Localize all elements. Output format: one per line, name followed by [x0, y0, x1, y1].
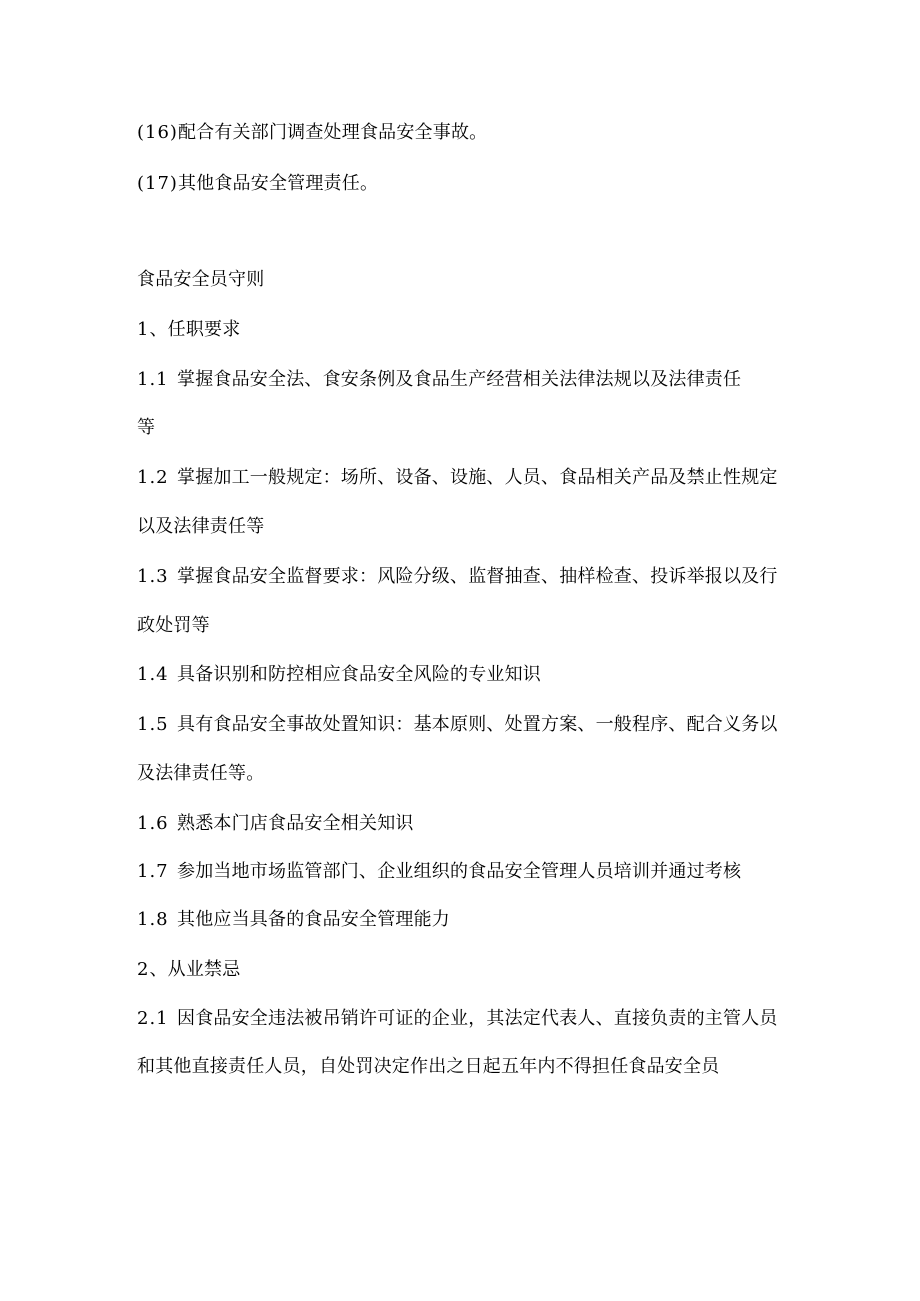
clause-text: 掌握食品安全法、食安条例及食品生产经营相关法律法规以及法律责任	[177, 369, 742, 390]
clause-number: 1.7	[137, 861, 169, 882]
item-number: (17)	[137, 173, 178, 194]
section-heading	[137, 318, 797, 342]
heading-number: 2	[137, 959, 150, 980]
clause-number: 1.1	[137, 369, 169, 390]
heading-text: 、任职要求	[149, 319, 241, 340]
clause-text: 掌握加工一般规定：场所、设备、设施、人员、食品相关产品及禁止性规定	[177, 467, 778, 488]
heading-text: 、从业禁忌	[149, 959, 241, 980]
clause-text: 参加当地市场监管部门、企业组织的食品安全管理人员培训并通过考核	[177, 861, 742, 882]
clause-number: 1.4	[137, 664, 169, 685]
clause-line	[137, 812, 797, 836]
clause-number: 1.6	[137, 813, 169, 834]
clause-text: 其他应当具备的食品安全管理能力	[177, 909, 450, 930]
clause-number: 1.2	[137, 467, 169, 488]
clause-text: 因食品安全违法被吊销许可证的企业，其法定代表人、直接负责的主管人员	[177, 1008, 778, 1029]
clause-line	[137, 860, 797, 884]
clause-line	[137, 663, 797, 687]
clause-text: 具备识别和防控相应食品安全风险的专业知识	[177, 664, 541, 685]
clause-continuation: 等	[137, 417, 156, 438]
clause-text: 掌握食品安全监督要求：风险分级、监督抽查、抽样检查、投诉举报以及行	[177, 566, 778, 587]
clause-line	[137, 368, 797, 392]
section-heading	[137, 958, 797, 982]
clause-continuation: 政处罚等	[137, 615, 210, 636]
heading-number: 1	[137, 319, 150, 340]
clause-continuation: 及法律责任等。	[137, 763, 265, 784]
clause-number: 2.1	[137, 1008, 169, 1029]
clause-number: 1.8	[137, 909, 169, 930]
clause-continuation: 和其他直接责任人员，自处罚决定作出之日起五年内不得担任食品安全员	[137, 1056, 720, 1077]
list-item	[137, 172, 797, 196]
clause-continuation: 以及法律责任等	[137, 516, 265, 537]
clause-line	[137, 713, 797, 737]
clause-number: 1.5	[137, 714, 169, 735]
clause-line	[137, 466, 797, 490]
clause-line	[137, 1007, 797, 1031]
item-number: (16)	[137, 122, 178, 143]
section-title: 食品安全员守则	[137, 269, 265, 290]
clause-text: 熟悉本门店食品安全相关知识	[177, 813, 414, 834]
list-item	[137, 121, 797, 145]
item-text: 配合有关部门调查处理食品安全事故。	[177, 122, 488, 143]
clause-line	[137, 565, 797, 589]
clause-line	[137, 908, 797, 932]
clause-number: 1.3	[137, 566, 169, 587]
clause-text: 具有食品安全事故处置知识：基本原则、处置方案、一般程序、配合义务以	[177, 714, 778, 735]
item-text: 其他食品安全管理责任。	[177, 173, 379, 194]
